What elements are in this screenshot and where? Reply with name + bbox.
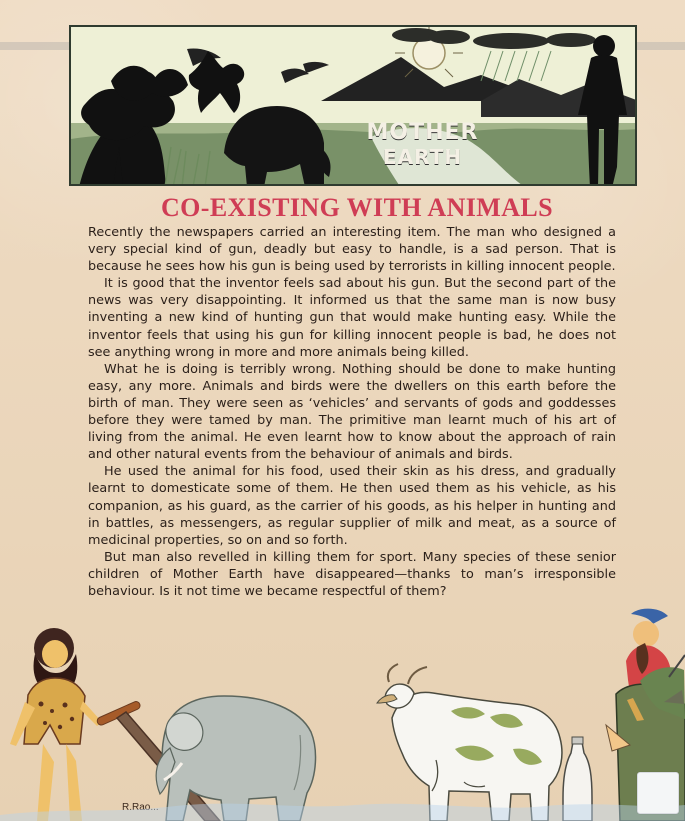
illustration-signature: R.Rao... — [122, 802, 159, 813]
article-paragraph-1: Recently the newspapers carried an interesting item. The man who designed a very special kind of gun, deadly but easy to handle, is a sad person. That is because he sees how his gun is being used by terrorists in killing innocent people. — [88, 225, 616, 275]
article-paragraph-3: What he is doing is terribly wrong. Nothing should be done to make hunting easy, any more. Animals and birds were the dwellers on this earth before the birth of man. They were seen as ‘vehicles’ and servants of gods and goddesses before they were tamed by man. The primitive man learnt much of his art of living from the animal. He even learnt how to know about the approach of rain and other natural events from the behaviour of animals and birds. — [88, 361, 616, 463]
banner-title-line1: MOTHER — [366, 120, 479, 145]
bottom-illustration — [0, 600, 685, 821]
article-body — [88, 224, 616, 600]
article-paragraph-4: He used the animal for his food, used their skin as his dress, and gradually learnt to domesticate some of them. He then used them as his vehicle, as his companion, as his guard, as the carrier of his goods, as his helper in hunting and in battles, as messengers, as regular supplier of milk and meat, as a source of medicinal properties, so on and so forth. — [88, 464, 616, 548]
mother-earth-banner — [69, 25, 637, 186]
article-paragraph-2: It is good that the inventor feels sad about his gun. But the second part of the news was very disappointing. It informed us that the same man is now busy inventing a new kind of hunting gun that would make hunting easy. While the inventor feels that using his gun for killing innocent people is bad, he does not see anything wrong in more and more animals being killed. — [88, 276, 616, 360]
corner-watermark — [637, 772, 679, 814]
banner-title — [351, 122, 494, 170]
banner-title-line2: EARTH — [382, 145, 463, 169]
article-paragraph-5: But man also revelled in killing them for sport. Many species of these senior children of Mother Earth have disappeared—thanks to man’s irresponsible behaviour. Is it not time we became respectful of them? — [88, 549, 616, 599]
cow-figure — [377, 664, 562, 821]
article-title: CO-EXISTING WITH ANIMALS — [161, 193, 553, 222]
